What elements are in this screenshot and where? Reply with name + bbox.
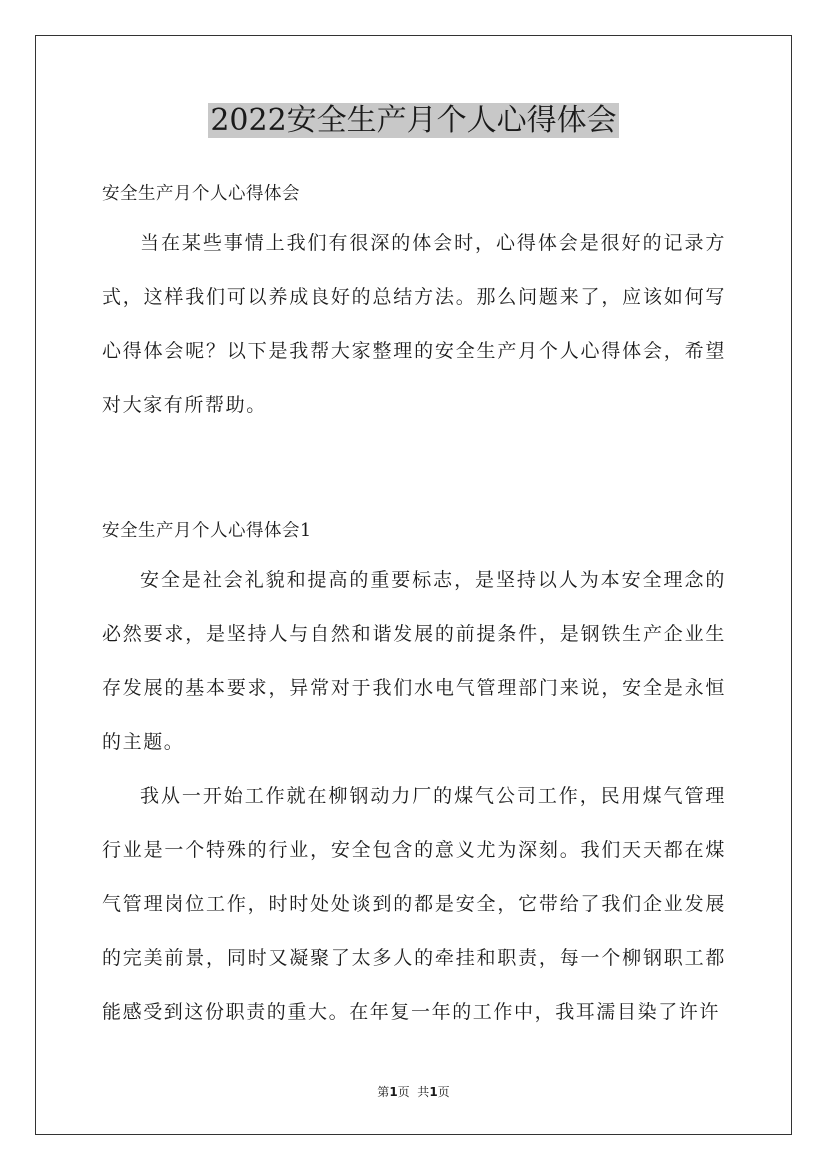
intro-paragraph: 当在某些事情上我们有很深的体会时，心得体会是很好的记录方式，这样我们可以养成良好的总结方法。那么问题来了，应该如何写心得体会呢？以下是我帮大家整理的安全生产月个人心得体会，希望对大家有所帮助。	[102, 232, 726, 416]
section1-paragraph-1: 安全是社会礼貌和提高的重要标志，是坚持以人为本安全理念的必然要求，是坚持人与自然和谐发展的前提条件，是钢铁生产企业生存发展的基本要求，异常对于我们水电气管理部门来说，安全是永恒的主题。	[102, 569, 726, 753]
footer-suffix: 页	[437, 1085, 450, 1099]
footer-prefix: 第	[377, 1085, 390, 1099]
footer-page-total: 1	[429, 1085, 438, 1099]
document-title	[0, 99, 827, 143]
section1-heading: 安全生产月个人心得体会1	[102, 521, 312, 541]
document-title-text: 2022安全生产月个人心得体会	[210, 103, 617, 138]
intro-heading: 安全生产月个人心得体会	[102, 184, 300, 204]
section-spacer	[102, 432, 726, 509]
footer-page-current: 1	[389, 1085, 398, 1099]
footer-mid: 页 共	[397, 1085, 430, 1099]
section1-paragraph-2: 我从一开始工作就在柳钢动力厂的煤气公司工作，民用煤气管理行业是一个特殊的行业，安全包含的意义尤为深刻。我们天天都在煤气管理岗位工作，时时处处谈到的都是安全，它带给了我们企业发展的完美前景，同时又凝聚了太多人的牵挂和职责，每一个柳钢职工都能感受到这份职责的重大。在年复一年的工作中，我耳濡目染了许许	[102, 785, 726, 1023]
page-footer	[0, 1083, 827, 1101]
document-body	[102, 172, 726, 1039]
